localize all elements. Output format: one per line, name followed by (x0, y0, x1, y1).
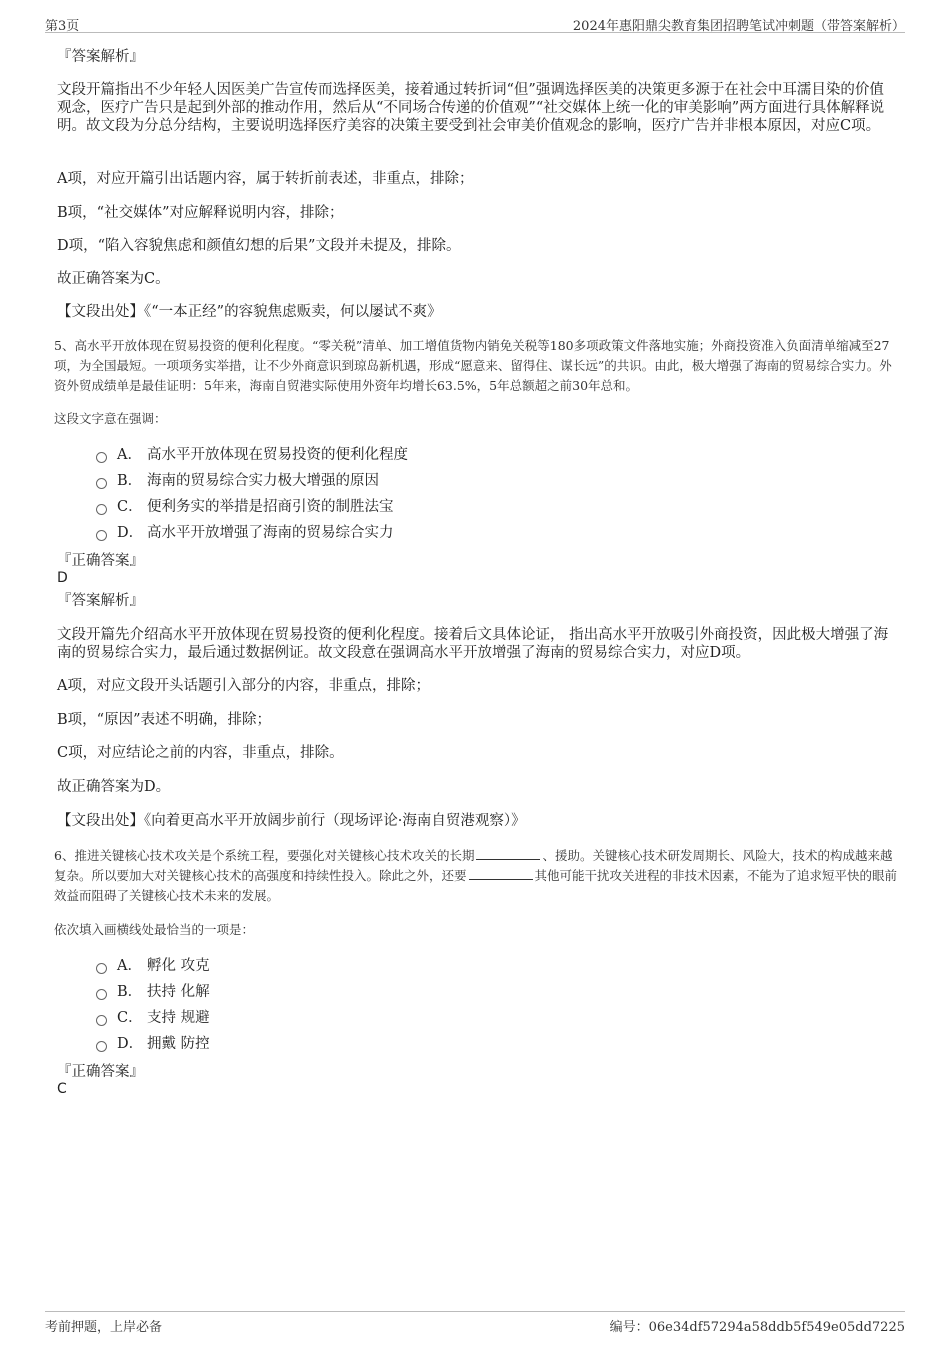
radio-icon[interactable] (96, 1041, 107, 1052)
fill-blank-1 (476, 847, 540, 860)
radio-icon[interactable] (96, 989, 107, 1000)
radio-icon[interactable] (96, 452, 107, 463)
q4-point-d: D项，“陷入容貌焦虑和颜值幻想的后果”文段并未提及，排除。 (57, 238, 461, 254)
option-letter: B． (117, 473, 143, 489)
q6-stem (54, 846, 899, 906)
q5-prompt: 这段文字意在强调： (54, 411, 167, 426)
q4-point-b: B项，“社交媒体”对应解释说明内容，排除； (57, 205, 344, 221)
option-text: 便利务实的举措是招商引资的制胜法宝 (147, 499, 394, 515)
option-letter: A． (117, 447, 142, 463)
q5-point-c: C项，对应结论之前的内容，非重点，排除。 (57, 745, 344, 761)
option-text: 高水平开放增强了海南的贸易综合实力 (147, 525, 394, 541)
option-letter: D． (117, 1036, 144, 1052)
option-text: 孵化 攻克 (147, 958, 210, 974)
page-number: 第3页 (45, 19, 80, 34)
q6-answer: C (57, 1081, 67, 1097)
page-header (45, 12, 905, 33)
q5-analysis-label: 『答案解析』 (57, 593, 144, 609)
q6-option-a[interactable] (96, 957, 210, 975)
q5-conclusion: 故正确答案为D。 (57, 779, 171, 795)
option-text: 海南的贸易综合实力极大增强的原因 (147, 473, 379, 489)
fill-blank-2 (469, 867, 533, 880)
q5-option-c[interactable] (96, 498, 394, 516)
radio-icon[interactable] (96, 530, 107, 541)
footer-serial: 编号：06e34df57294a58ddb5f549e05dd7225 (609, 1320, 905, 1335)
q5-option-b[interactable] (96, 472, 379, 490)
radio-icon[interactable] (96, 504, 107, 515)
option-letter: C． (117, 499, 143, 515)
option-text: 拥戴 防控 (147, 1036, 210, 1052)
q5-answer-label: 『正确答案』 (57, 553, 144, 569)
radio-icon[interactable] (96, 963, 107, 974)
q5-point-a: A项，对应文段开头话题引入部分的内容，非重点，排除； (57, 678, 430, 694)
option-text: 扶持 化解 (147, 984, 210, 1000)
q6-option-c[interactable] (96, 1009, 210, 1027)
q4-point-a: A项，对应开篇引出话题内容，属于转折前表述，非重点，排除； (57, 171, 474, 187)
q5-answer: D (57, 570, 68, 586)
q4-analysis-text: 文段开篇指出不少年轻人因医美广告宣传而选择医美，接着通过转折词“但”强调选择医美的决策更多源于在社会中耳濡目染的价值观念，医疗广告只是起到外部的推动作用，然后从“不同场合传递的价值观”“社交媒体上统一化的审美影响”两方面进行具体解释说明。故文段为分总分结构，主要说明选择医疗美容的决策主要受到社会审美价值观念的影响，医疗广告并非根本原因，对应C项。 (57, 82, 885, 134)
q6-prompt: 依次填入画横线处最恰当的一项是： (54, 922, 255, 937)
option-letter: C． (117, 1010, 143, 1026)
q4-analysis-label: 『答案解析』 (57, 49, 144, 65)
q5-source: 【文段出处】《向着更高水平开放阔步前行（现场评论·海南自贸港观察）》 (57, 813, 526, 829)
document-title: 2024年惠阳鼎尖教育集团招聘笔试冲刺题（带答案解析） (572, 19, 905, 34)
q6-stem-part3: 其他可能干扰攻关进程的非技术因素，不能为了追求短平快的眼前效益而阻碍了关键核心技术未来的发展。 (54, 868, 898, 903)
q6-stem-part1: 6、推进关键核心技术攻关是个系统工程，要强化对关键核心技术攻关的长期 (54, 848, 475, 863)
q5-option-d[interactable] (96, 524, 394, 542)
q5-stem: 5、高水平开放体现在贸易投资的便利化程度。“零关税”清单、加工增值货物内销免关税等180多项政策文件落地实施；外商投资准入负面清单缩减至27项，为全国最短。一项项务实举措，让不少外商意识到琼岛新机遇，形成“愿意来、留得住、谋长远”的共识。由此，极大增强了海南的贸易综合实力。外资外贸成绩单是最佳证明：5年来，海南自贸港实际使用外资年均增长63.5%，5年总额超之前30年总和。 (54, 338, 892, 393)
q5-point-b: B项，“原因”表述不明确，排除； (57, 712, 271, 728)
option-letter: B． (117, 984, 143, 1000)
q4-source: 【文段出处】《“一本正经”的容貌焦虑贩卖，何以屡试不爽》 (57, 304, 442, 320)
q6-option-b[interactable] (96, 983, 210, 1001)
option-text: 高水平开放体现在贸易投资的便利化程度 (147, 447, 408, 463)
option-letter: A． (117, 958, 142, 974)
q5-option-a[interactable] (96, 446, 408, 464)
q6-answer-label: 『正确答案』 (57, 1064, 144, 1080)
option-text: 支持 规避 (147, 1010, 210, 1026)
q6-stem-part2: 、援助。关键核心技术研发周期长、风险大，技术的构成越来越复杂。所以要加大对关键核心技术的高强度和持续性投入。除此之外，还要 (54, 848, 893, 883)
footer-slogan: 考前押题，上岸必备 (45, 1320, 163, 1335)
q5-analysis-text: 文段开篇先介绍高水平开放体现在贸易投资的便利化程度。接着后文具体论证， 指出高水平开放吸引外商投资，因此极大增强了海南的贸易综合实力，最后通过数据例证。故文段意在强调高水平开放增强了海南的贸易综合实力，对应D项。 (57, 627, 889, 661)
q4-conclusion: 故正确答案为C。 (57, 271, 170, 287)
radio-icon[interactable] (96, 1015, 107, 1026)
option-letter: D． (117, 525, 144, 541)
q6-option-d[interactable] (96, 1035, 210, 1053)
page-footer (45, 1311, 905, 1334)
radio-icon[interactable] (96, 478, 107, 489)
